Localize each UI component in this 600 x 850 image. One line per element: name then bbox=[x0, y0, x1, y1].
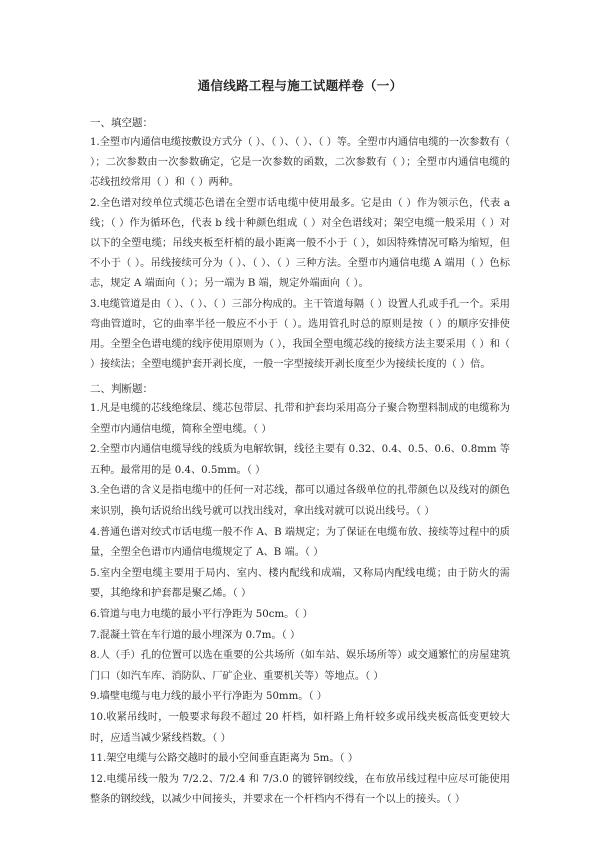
question-item: 11.架空电缆与公路交越时的最小空间垂直距离为 5m。（ ） bbox=[90, 753, 359, 765]
question-item: 7.混凝土管在车行道的最小埋深为 0.7m。（ ） bbox=[90, 629, 301, 641]
question-item: 4.普通色谱对绞式市话电缆一般不作 A、B 端规定；为了保证在电缆布放、接续等过程中的质量，全塑全色谱市内通信电缆规定了 A、B 端。（ ） bbox=[90, 526, 510, 559]
question-item: 2.全色谱对绞单位式缆芯色谱在全塑市话电缆中使用最多。它是由（ ）作为领示色，代表 a 线；（ ）作为循环色，代表 b 线十种颜色组成（ ）对全色谱线对；架空电缆一般采用（ ）对以下的全塑电缆；吊线夹板至杆梢的最小距离一般不小于（ ），如因特殊情况可略为缩短，但不小于（ ）。吊线接续可分为（ ）、（ ）、（ ）三种方法。全塑市内通信电缆 A 端用（ ）色标志，规定 A 端面向（ ）；另一端为 B 端，规定外端面向（ ）。 bbox=[90, 197, 510, 290]
question-item: 1.全塑市内通信电缆按敷设方式分（ ）、（ ）、（ ）、（ ）等。全塑市内通信电缆的一次参数有（ ）；二次参数由一次参数确定，它是一次参数的函数，二次参数有（ ）；全塑市内通信电缆的芯线扭绞常用（ ）和（ ）两种。 bbox=[90, 137, 510, 189]
question-item: 3.电缆管道是由（ ）、（ ）、（ ）三部分构成的。主干管道每隔（ ）设置人孔或手孔一个。采用弯曲管道时，它的曲率半径一般应不小于（ ）。选用管孔时总的原则是按（ ）的顺序安排使用。全塑全色谱电缆的线序使用原则为（ ），我国全塑电缆芯线的接续方法主要采用（ ）和（ ）接续法；全塑电缆护套开剥长度，一般一字型接续开剥长度至少为接续长度的（ ）倍。 bbox=[90, 298, 510, 371]
question-item: 10.收紧吊线时，一般要求每段不超过 20 杆档，如杆路上角杆较多或吊线夹板高低变更较大时，应适当减少紧线档数。（ ） bbox=[90, 711, 510, 744]
question-item: 3.全色谱的含义是指电缆中的任何一对芯线，都可以通过各级单位的扎带颜色以及线对的颜色来识别，换句话说给出线号就可以找出线对，拿出线对就可以说出线号。（ ） bbox=[90, 485, 510, 517]
question-item: 2.全塑市内通信电缆导线的线质为电解软铜，线径主要有 0.32、0.4、0.5、0.6、0.8mm 等五种。最常用的是 0.4、0.5mm。（ ） bbox=[90, 444, 510, 476]
section-true-false bbox=[90, 379, 510, 811]
question-item: 9.墙壁电缆与电力线的最小平行净距为 50mm。（ ） bbox=[90, 691, 327, 703]
question-item: 8.人（手）孔的位置可以选在重要的公共场所（如车站、娱乐场所等）或交通繁忙的房屋建筑门口（如汽车库、消防队、厂矿企业、重要机关等）等地点。（ ） bbox=[90, 650, 510, 682]
section-heading: 一、填空题： bbox=[90, 117, 153, 129]
question-item: 12.电缆吊线一般为 7/2.2、7/2.4 和 7/3.0 的镀锌钢绞线，在布放吊线过程中应尽可能使用整条的钢绞线，以减少中间接头，并要求在一个杆档内不得有一个以上的接头。（ ） bbox=[90, 773, 510, 806]
question-item: 5.室内全塑电缆主要用于局内、室内、楼内配线和成端，又称局内配线电缆；由于防火的需要，其绝缘和护套都是聚乙烯。（ ） bbox=[90, 567, 510, 600]
section-fill-in-blank bbox=[90, 113, 510, 375]
section-heading: 二、判断题： bbox=[90, 383, 153, 395]
page-title: 通信线路工程与施工试题样卷（一） bbox=[197, 78, 403, 93]
question-item: 6.管道与电力电缆的最小平行净距为 50cm。（ ） bbox=[90, 608, 313, 620]
question-item: 1.凡是电缆的芯线绝缘层、缆芯包带层、扎带和护套均采用高分子聚合物塑料制成的电缆称为全塑市内通信电缆，简称全塑电缆。（ ） bbox=[90, 403, 510, 435]
